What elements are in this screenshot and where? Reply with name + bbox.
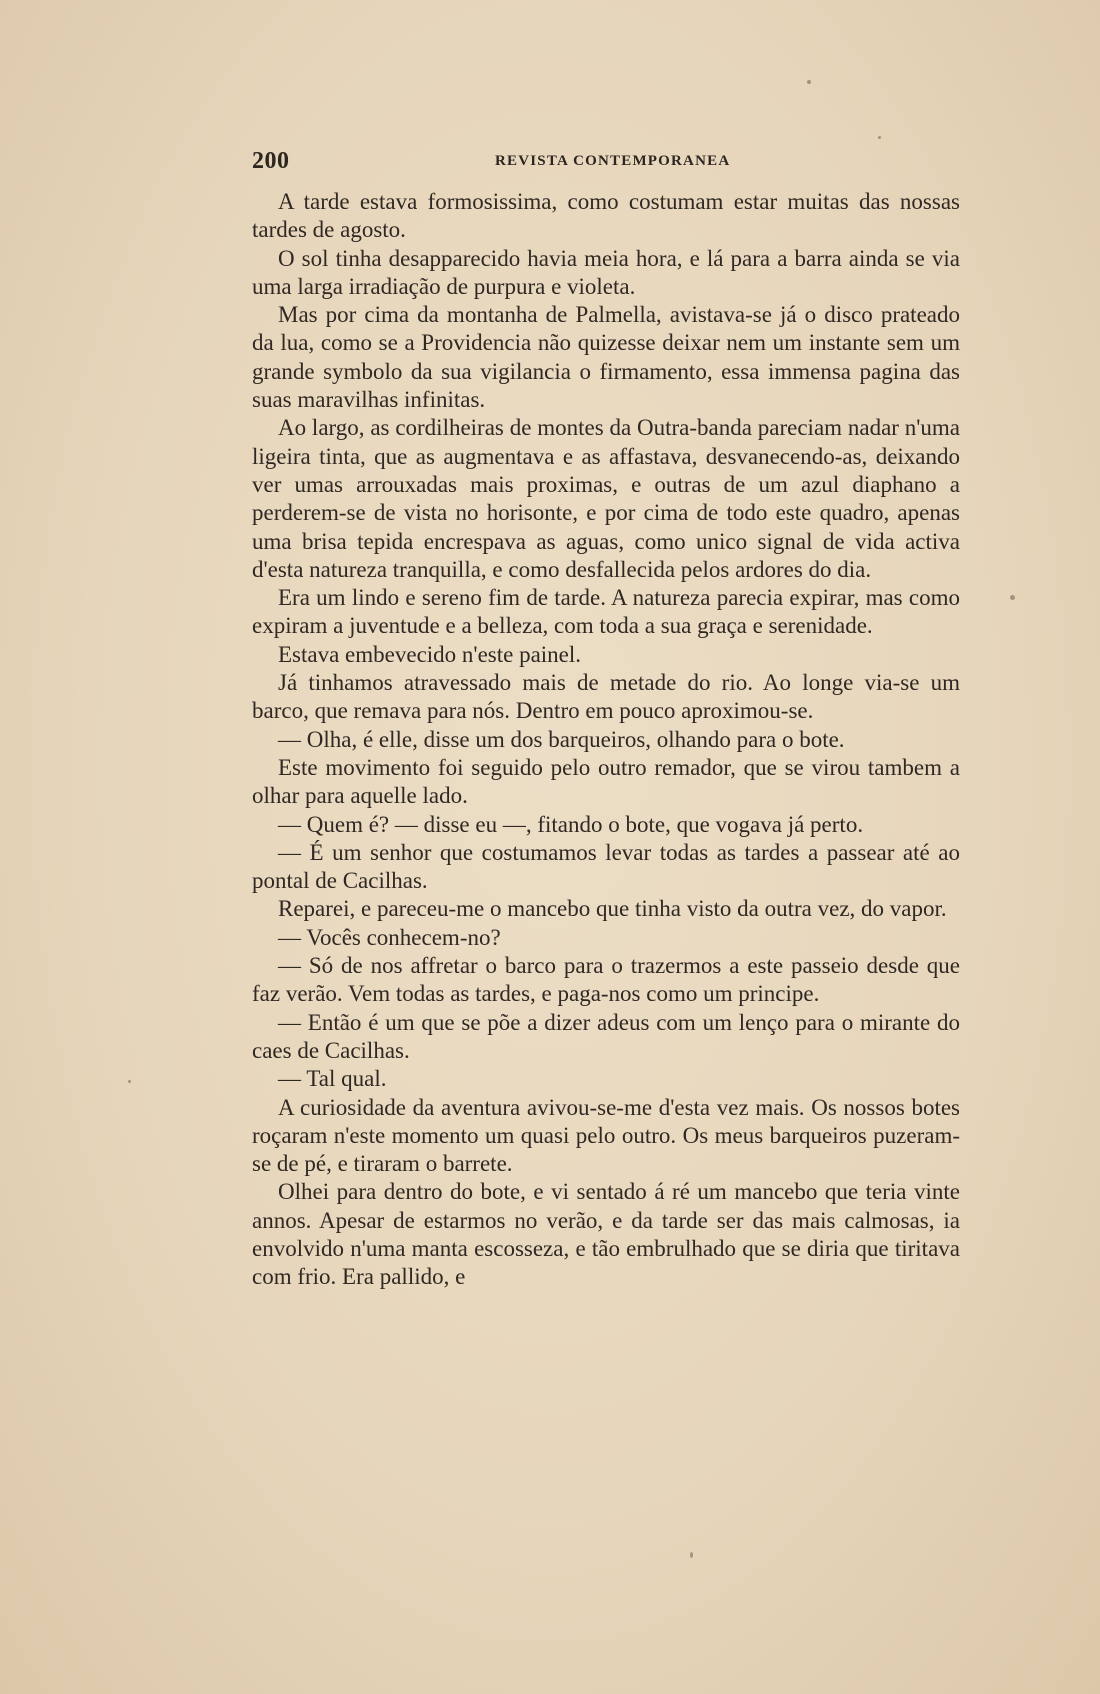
paragraph: Este movimento foi seguido pelo outro remador, que se virou tambem a olhar para aquelle lado. (252, 754, 960, 809)
paragraph: Já tinhamos atravessado mais de metade do rio. Ao longe via-se um barco, que remava para nós. Dentro em pouco aproximou-se. (252, 670, 960, 724)
paragraph: Estava embevecido n'este painel. (278, 641, 582, 667)
paragraph: Olhei para dentro do bote, e vi sentado á ré um mancebo que teria vinte annos. Apesar de estarmos no verão, e da tarde ser das mais calmosas, ia envolvido n'uma manta escosseza, e tão embrulhado que se diria que tiritava com frio. Era pallido, e (252, 1179, 960, 1290)
paragraph: A curiosidade da aventura avivou-se-me d'esta vez mais. Os nossos botes roçaram n'este momento um quasi pelo outro. Os meus barqueiros puzeram-se de pé, e tiraram o barrete. (252, 1094, 960, 1177)
paragraph: — Quem é? — disse eu —, fitando o bote, que vogava já perto. (278, 811, 864, 837)
paper-speck (878, 136, 881, 139)
paragraph: — É um senhor que costumamos levar todas as tardes a passear até ao pontal de Cacilhas. (252, 839, 960, 894)
paragraph: O sol tinha desapparecido havia meia hora, e lá para a barra ainda se via uma larga irradiação de purpura e violeta. (252, 245, 960, 299)
running-title: REVISTA CONTEMPORANEA (495, 153, 731, 169)
paragraph: Mas por cima da montanha de Palmella, avistava-se já o disco prateado da lua, como se a Providencia não quizesse deixar nem um instante sem um grande symbolo da sua vigilancia o firmamento, essa immensa pagina das suas maravilhas infinitas. (252, 302, 960, 413)
paragraph: Ao largo, as cordilheiras de montes da Outra-banda pareciam nadar n'uma ligeira tinta, que as augmentava e as affastava, desvanecendo-as, deixando ver umas arrouxadas mais proximas, e outras de um azul diaphano a perderem-se de vista no horisonte, e por cima de todo este quadro, apenas uma brisa tepida encrespava as aguas, como unico signal de vida activa d'esta natureza tranquilla, e como desfallecida pelos ardores do dia. (252, 415, 960, 582)
paper-speck (807, 80, 811, 84)
paragraph: — Então é um que se põe a dizer adeus com um lenço para o mirante do caes de Cacilhas. (252, 1009, 960, 1063)
paragraph: — Só de nos affretar o barco para o trazermos a este passeio desde que faz verão. Vem todas as tardes, e paga-nos como um principe. (252, 953, 960, 1007)
paragraph: Reparei, e pareceu-me o mancebo que tinha visto da outra vez, do vapor. (278, 896, 947, 922)
paragraph: A tarde estava formosissima, como costumam estar muitas das nossas tardes de agosto. (252, 189, 960, 243)
paragraph: — Vocês conhecem-no? (278, 924, 501, 950)
paragraph: — Olha, é elle, disse um dos barqueiros, olhando para o bote. (278, 726, 845, 752)
paper-speck (128, 1080, 131, 1083)
paragraph: — Tal qual. (278, 1066, 387, 1092)
page-number: 200 (252, 148, 290, 174)
body-text (252, 188, 960, 1292)
paragraph: Era um lindo e sereno fim de tarde. A natureza parecia expirar, mas como expiram a juventude e a belleza, com toda a sua graça e serenidade. (252, 585, 960, 639)
paper-speck (1010, 595, 1015, 600)
page-header (252, 148, 960, 178)
paper-speck (690, 1552, 693, 1558)
